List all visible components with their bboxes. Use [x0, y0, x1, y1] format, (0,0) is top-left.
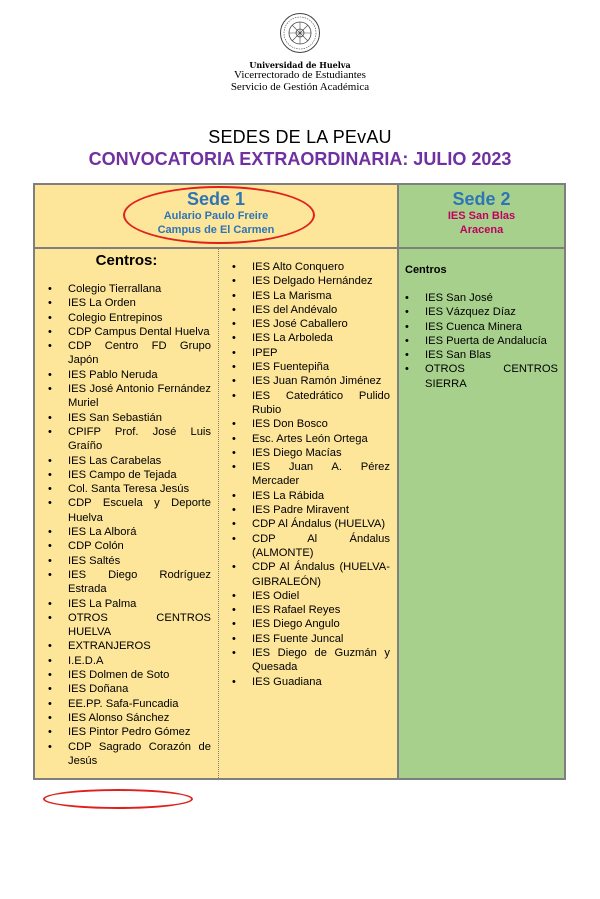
unit-line-2: Servicio de Gestión Académica	[230, 81, 370, 93]
centros-heading: Centros	[405, 264, 447, 276]
list-item: • CDP Al Ándalus (HUELVA-GIBRALEÓN)	[252, 560, 390, 589]
sede1-centros-column-1	[35, 249, 219, 778]
list-item: • IES Dolmen de Soto	[68, 668, 211, 682]
list-item: • Col. Santa Teresa Jesús	[68, 482, 211, 496]
page-title: SEDES DE LA PEvAU	[208, 127, 392, 147]
list-item: • IES La Marisma	[252, 289, 390, 303]
list-item: • CPIFP Prof. José Luis Graíño	[68, 425, 211, 454]
list-item: • IES Padre Miravent	[252, 503, 390, 517]
list-item: • IES Delgado Hernández	[252, 274, 390, 288]
sede1-centros-column-2	[219, 249, 399, 778]
list-item: • IES Cuenca Minera	[425, 320, 558, 334]
list-item: • IES Puerta de Andalucía	[425, 334, 558, 348]
centros-list-3	[425, 291, 558, 391]
list-item: • I.E.D.A	[68, 654, 211, 668]
list-item: • IES Campo de Tejada	[68, 468, 211, 482]
page-subtitle: CONVOCATORIA EXTRAORDINARIA: JULIO 2023	[88, 149, 512, 169]
sede2-centros-column	[399, 249, 564, 778]
sede1-campus: Campus de El Carmen	[157, 224, 275, 236]
list-item: • OTROS CENTROS SIERRA	[425, 362, 558, 391]
list-item: • IES Saltés	[68, 554, 211, 568]
list-item: • IES La Palma	[68, 597, 211, 611]
list-item: • IES Odiel	[252, 589, 390, 603]
list-item: • IES Guadiana	[252, 675, 390, 689]
list-item: • IES La Alborá	[68, 525, 211, 539]
highlight-oval	[43, 789, 193, 809]
list-item: • IES Pintor Pedro Gómez	[68, 725, 211, 739]
list-item: • IES Rafael Reyes	[252, 603, 390, 617]
list-item: • CDP Escuela y Deporte Huelva	[68, 496, 211, 525]
list-item: • CDP Sagrado Corazón de Jesús	[68, 740, 211, 769]
header	[0, 12, 600, 93]
list-item: • Colegio Tierrallana	[68, 282, 211, 296]
sede2-town: Aracena	[459, 224, 504, 236]
list-item: • EE.PP. Safa-Funcadia	[68, 697, 211, 711]
centros-heading: Centros:	[95, 252, 158, 269]
list-item: • IES Juan A. Pérez Mercader	[252, 460, 390, 489]
list-item: • CDP Centro FD Grupo Japón	[68, 339, 211, 368]
sede1-location: Aulario Paulo Freire	[163, 210, 269, 222]
list-item: • IES La Orden	[68, 296, 211, 310]
sede2-title: Sede 2	[452, 189, 511, 209]
unit-line-1: Vicerrectorado de Estudiantes	[234, 69, 366, 81]
list-item: • IES Alto Conquero	[252, 260, 390, 274]
university-name: Universidad de Huelva	[249, 60, 351, 70]
list-item: • IES San Sebastián	[68, 411, 211, 425]
university-seal-icon	[279, 12, 321, 54]
list-item: • IES Diego Rodríguez Estrada	[68, 568, 211, 597]
list-item: • IES Diego Macías	[252, 446, 390, 460]
sedes-table	[33, 183, 566, 780]
centros-list-2	[252, 260, 390, 689]
sede1-header	[35, 185, 399, 249]
list-item: • IES La Rábida	[252, 489, 390, 503]
list-item: • IES Vázquez Díaz	[425, 305, 558, 319]
list-item: • IES San José	[425, 291, 558, 305]
sede2-location: IES San Blas	[447, 210, 516, 222]
list-item: • IES Diego Angulo	[252, 617, 390, 631]
list-item: • Colegio Entrepinos	[68, 311, 211, 325]
list-item: • IES José Caballero	[252, 317, 390, 331]
list-item: • Esc. Artes León Ortega	[252, 432, 390, 446]
list-item: • IES Las Carabelas	[68, 454, 211, 468]
list-item: • IES Doñana	[68, 682, 211, 696]
list-item: • IES Don Bosco	[252, 417, 390, 431]
highlight-oval	[123, 186, 315, 244]
list-item: • IES Diego de Guzmán y Quesada	[252, 646, 390, 675]
list-item: • CDP Colón	[68, 539, 211, 553]
list-item: • IES Fuentepiña	[252, 360, 390, 374]
list-item: • IES Pablo Neruda	[68, 368, 211, 382]
list-item: • CDP Campus Dental Huelva	[68, 325, 211, 339]
list-item: • IPEP	[252, 346, 390, 360]
sede2-header	[399, 185, 564, 249]
list-item: • EXTRANJEROS	[68, 639, 211, 653]
list-item: • IES Alonso Sánchez	[68, 711, 211, 725]
centros-list-1	[68, 282, 211, 768]
sede1-title: Sede 1	[186, 189, 246, 209]
list-item: • CDP Al Ándalus (HUELVA)	[252, 517, 390, 531]
list-item: • IES del Andévalo	[252, 303, 390, 317]
list-item: • IES Catedrático Pulido Rubio	[252, 389, 390, 418]
list-item: • IES Juan Ramón Jiménez	[252, 374, 390, 388]
list-item: • OTROS CENTROS HUELVA	[68, 611, 211, 640]
list-item: • IES José Antonio Fernández Muriel	[68, 382, 211, 411]
list-item: • CDP Al Ándalus (ALMONTE)	[252, 532, 390, 561]
list-item: • IES Fuente Juncal	[252, 632, 390, 646]
list-item: • IES La Arboleda	[252, 331, 390, 345]
list-item: • IES San Blas	[425, 348, 558, 362]
